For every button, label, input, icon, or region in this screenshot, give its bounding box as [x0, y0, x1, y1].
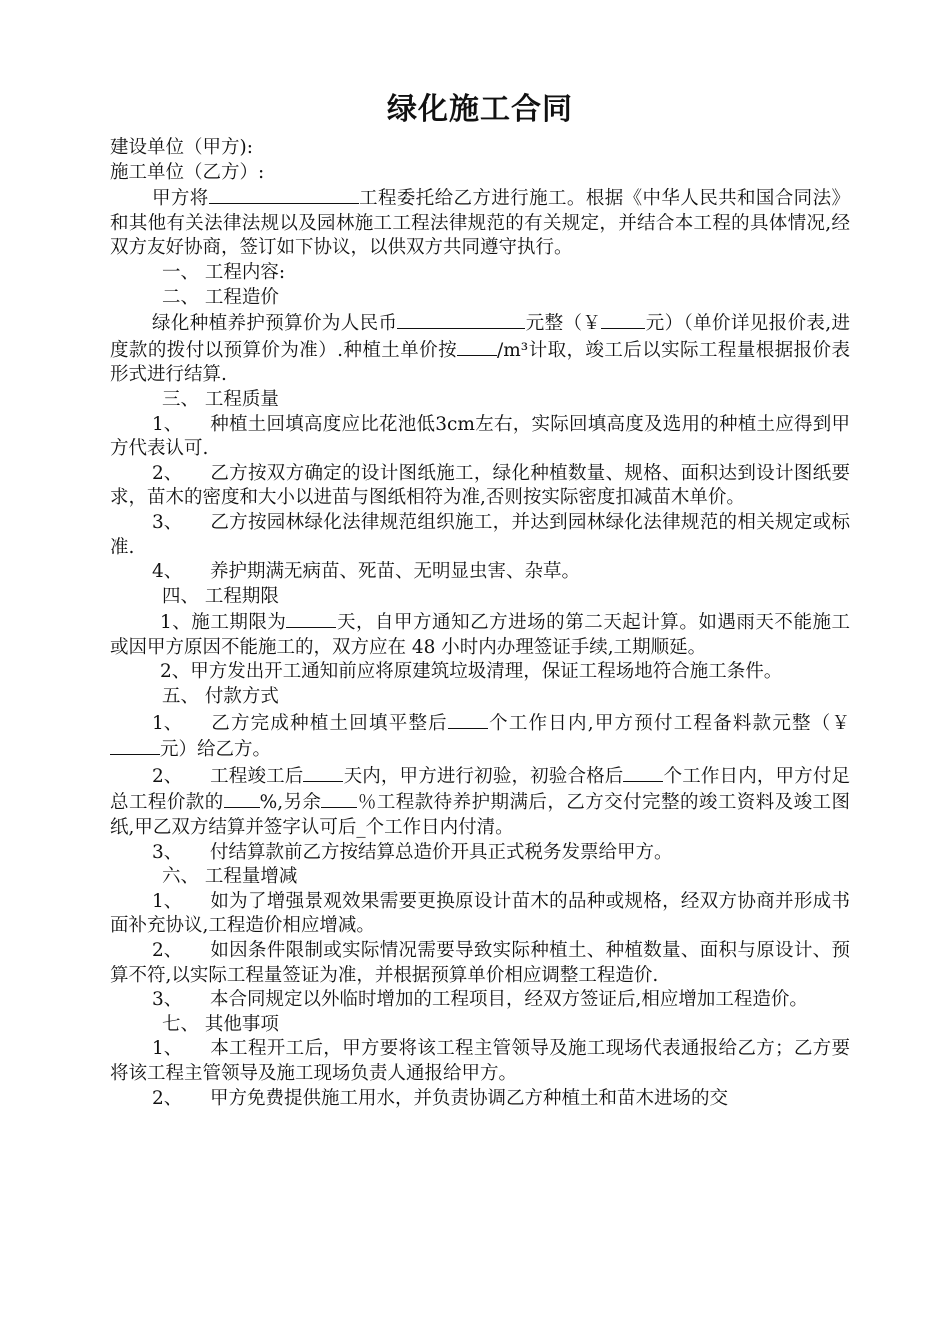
price-text-a: 绿化种植养护预算价为人民币	[152, 313, 398, 335]
payment-text-a: 工程竣工后	[210, 765, 304, 787]
payment-text-d: %,另余	[259, 792, 322, 814]
change-item-3	[110, 988, 850, 1013]
section-4-heading: 四、 工程期限	[162, 585, 279, 607]
item-text: 养护期满无病苗、死苗、无明显虫害、杂草。	[210, 561, 581, 583]
price-text-c: 元）（单价详见报价表,进度款的拨付以预算价为准）.种植土单价按	[110, 313, 850, 361]
payment-item-3	[110, 841, 850, 866]
item-number: 1、	[152, 413, 183, 435]
item-number: 4、	[152, 561, 183, 583]
price-amount-blank	[397, 310, 525, 329]
term-item-1	[110, 609, 850, 660]
days-blank	[286, 609, 336, 628]
term-text-a: 1、施工期限为	[160, 612, 287, 634]
section-2-heading: 二、 工程造价	[162, 286, 279, 308]
item-text: 付结算款前乙方按结算总造价开具正式税务发票给甲方。	[210, 841, 673, 863]
item-text: 乙方按双方确定的设计图纸施工，绿化种植数量、规格、面积达到设计图纸要求，苗木的密度和大小以进苗与图纸相符为准,否则按实际密度扣减苗木单价。	[110, 462, 850, 509]
payment-text-e: ％工程款待养护期满后，乙方交付完整的竣工资料及竣工图纸,甲乙双方结算并签字认可后_个工作日内付清。	[110, 792, 850, 839]
payment-text-c: 个工作日内，甲方付足总工程价款的	[110, 765, 850, 814]
payment-item-2	[110, 763, 850, 841]
party-b-line: 施工单位（乙方）:	[110, 161, 265, 183]
item-number: 3、	[152, 989, 183, 1011]
item-text: 如为了增强景观效果需要更换原设计苗木的品种或规格，经双方协商并形成书面补充协议,工程造价相应增减。	[110, 890, 850, 937]
other-item-2	[110, 1087, 850, 1112]
intro-text-2: 工程委托给乙方进行施工。根据《中华人民共和国合同法》和其他有关法律法规以及园林施工工程法律规范的有关规定，并结合本工程的具体情况,经双方友好协商，签订如下协议，以供双方共同遵守执行。	[110, 188, 850, 259]
item-text: 本合同规定以外临时增加的工程项目，经双方签证后,相应增加工程造价。	[210, 989, 808, 1011]
change-item-2	[110, 939, 850, 988]
item-text: 如因条件限制或实际情况需要导致实际种植土、种植数量、面积与原设计、预算不符,以实际工程量签证为准，并根据预算单价相应调整工程造价.	[110, 940, 850, 986]
percent-blank	[224, 789, 260, 808]
payment-text-b: 天内，甲方进行初验，初验合格后	[343, 765, 624, 787]
project-name-blank	[209, 185, 359, 204]
item-number: 2、	[152, 462, 183, 484]
quality-item-2	[110, 462, 850, 511]
workdays-blank	[623, 763, 663, 782]
item-number: 1、	[152, 712, 183, 734]
term-text-b: 天，自甲方通知乙方进场的第二天起计算。如遇雨天不能施工或因甲方原因不能施工的，双方应在 48 小时内办理签证手续,工期顺延。	[110, 612, 850, 658]
price-paragraph	[110, 310, 850, 388]
payment-text-b: 个工作日内,甲方预付工程备料款元整（￥	[487, 712, 850, 734]
payment-text-c: 元）给乙方。	[160, 739, 272, 761]
quality-item-1	[110, 413, 850, 462]
item-number: 2、	[152, 765, 183, 787]
workdays-blank	[448, 710, 488, 729]
item-number: 1、	[152, 890, 183, 912]
item-number: 1、	[152, 1038, 183, 1060]
item-text: 本工程开工后，甲方要将该工程主管领导及施工现场代表通报给乙方；乙方要将该工程主管领导及施工现场负责人通报给甲方。	[110, 1038, 850, 1084]
price-text-b: 元整（￥	[525, 313, 602, 335]
section-7-heading: 七、 其他事项	[162, 1013, 279, 1035]
party-a-line: 建设单位（甲方):	[110, 137, 253, 158]
item-number: 3、	[152, 841, 183, 863]
price-text-d: /m³计取，竣工后以实际工程量根据报价表形式进行结算.	[110, 339, 850, 386]
term-item-2: 2、甲方发出开工通知前应将原建筑垃圾清理，保证工程场地符合施工条件。	[160, 661, 783, 683]
section-5-heading: 五、 付款方式	[162, 686, 279, 708]
contract-page	[110, 88, 850, 1111]
advance-amount-blank	[110, 736, 160, 755]
item-number: 2、	[152, 940, 183, 961]
payment-item-1	[110, 710, 850, 763]
intro-text-1: 甲方将	[152, 188, 209, 210]
intro-paragraph	[110, 185, 850, 261]
quality-item-3	[110, 511, 850, 560]
item-text: 种植土回填高度应比花池低3cm左右，实际回填高度及选用的种植土应得到甲方代表认可.	[110, 413, 850, 460]
price-number-blank	[601, 310, 645, 329]
remainder-percent-blank	[321, 789, 357, 808]
section-6-heading: 六、 工程量增减	[162, 866, 298, 888]
soil-price-blank	[457, 337, 497, 356]
other-item-1	[110, 1037, 850, 1086]
item-text: 乙方按园林绿化法律规范组织施工，并达到园林绿化法律规范的相关规定或标准.	[110, 511, 850, 558]
quality-item-4	[110, 560, 850, 585]
section-1-heading: 一、 工程内容:	[162, 261, 286, 283]
page-title: 绿化施工合同	[387, 92, 573, 127]
item-number: 3、	[152, 511, 183, 533]
change-item-1	[110, 890, 850, 939]
days-blank	[303, 763, 343, 782]
item-text: 甲方免费提供施工用水，并负责协调乙方种植土和苗木进场的交	[210, 1087, 729, 1109]
item-number: 2、	[152, 1087, 183, 1109]
payment-text-a: 乙方完成种植土回填平整后	[210, 712, 448, 734]
section-3-heading: 三、 工程质量	[162, 388, 279, 410]
